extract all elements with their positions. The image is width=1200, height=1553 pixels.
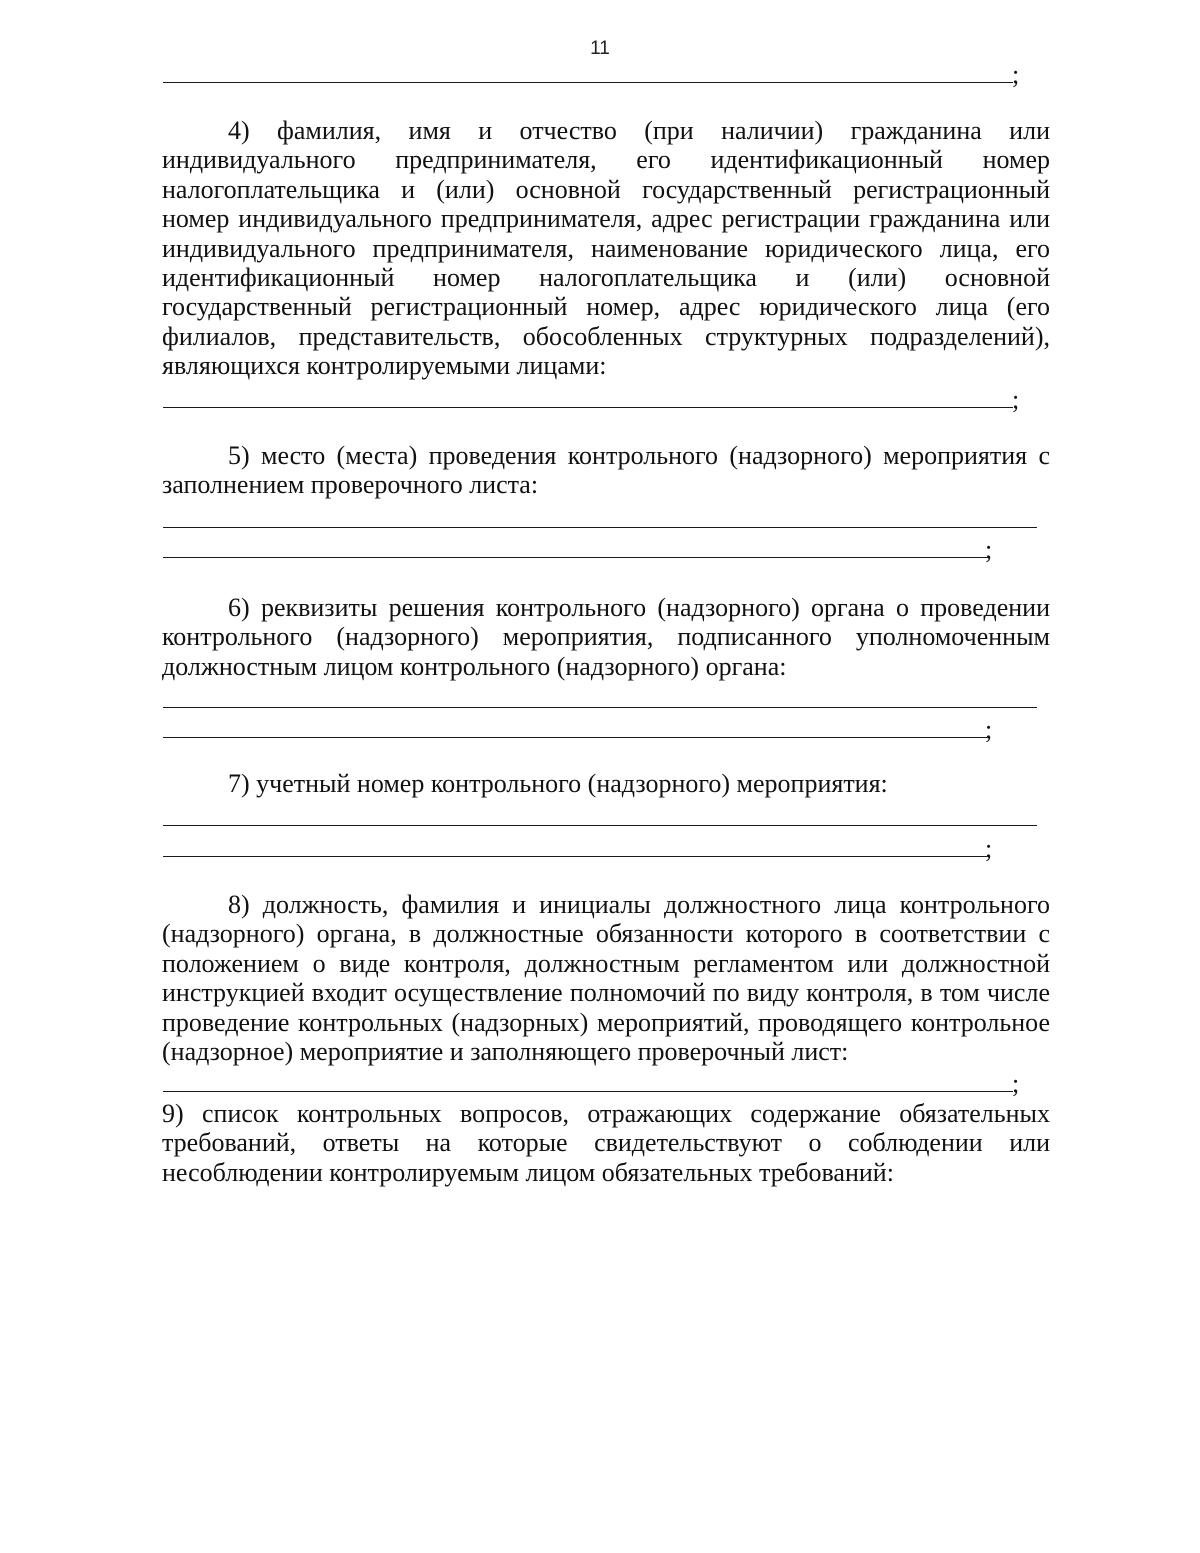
fill-line-item8	[163, 1091, 1013, 1092]
semicolon: ;	[985, 834, 993, 863]
paragraph-item-6	[162, 593, 1050, 681]
fill-line-item5-2	[163, 557, 987, 558]
semicolon: ;	[985, 715, 993, 744]
page-number: 11	[590, 38, 610, 59]
paragraph-item-7	[162, 769, 1050, 798]
fill-line-item7-1	[163, 825, 1037, 826]
fill-line-item4	[163, 407, 1013, 408]
semicolon: ;	[1012, 1069, 1020, 1098]
paragraph-item-9	[162, 1099, 1050, 1187]
item-9-text: 9) список контрольных вопросов, отражающих содержание обязательных требований, ответы на которые свидетельствуют о соблюдении или несоблюдении контролируемым лицом обязательных требований:	[162, 1099, 1050, 1187]
fill-line-item6-2	[163, 737, 987, 738]
paragraph-item-5	[162, 441, 1050, 500]
fill-line-item6-1	[163, 707, 1037, 708]
semicolon: ;	[985, 535, 993, 564]
fill-line-item5-1	[163, 527, 1037, 528]
item-5-text: 5) место (места) проведения контрольного (надзорного) мероприятия с заполнением проверочного листа:	[162, 441, 1050, 500]
fill-line-item7-2	[163, 856, 987, 857]
semicolon: ;	[1012, 60, 1020, 89]
item-8-text: 8) должность, фамилия и инициалы должностного лица контрольного (надзорного) органа, в должностные обязанности которого в соответствии с положением о виде контроля, должностным регламентом или должностной инструкцией входит осуществление полномочий по виду контроля, в том числе проведение контрольных (надзорных) мероприятий, проводящего контрольное (надзорное) мероприятие и заполняющего проверочный лист:	[162, 890, 1050, 1067]
semicolon: ;	[1012, 385, 1020, 414]
item-7-text: 7) учетный номер контрольного (надзорного) мероприятия:	[228, 769, 888, 798]
paragraph-item-4	[162, 116, 1050, 381]
fill-line-item3	[163, 82, 1013, 83]
item-6-text: 6) реквизиты решения контрольного (надзорного) органа о проведении контрольного (надзорного) мероприятия, подписанного уполномоченным должностным лицом контрольного (надзорного) органа:	[162, 593, 1050, 681]
item-4-text: 4) фамилия, имя и отчество (при наличии) гражданина или индивидуального предпринимателя, его идентификационный номер налогоплательщика и (или) основной государственный регистрационный номер индивидуального предпринимателя, адрес регистрации гражданина или индивидуального предпринимателя, наименование юридического лица, его идентификационный номер налогоплательщика и (или) основной государственный регистрационный номер, адрес юридического лица (его филиалов, представительств, обособленных структурных подразделений), являющихся контролируемыми лицами:	[162, 116, 1050, 381]
paragraph-item-8	[162, 890, 1050, 1066]
